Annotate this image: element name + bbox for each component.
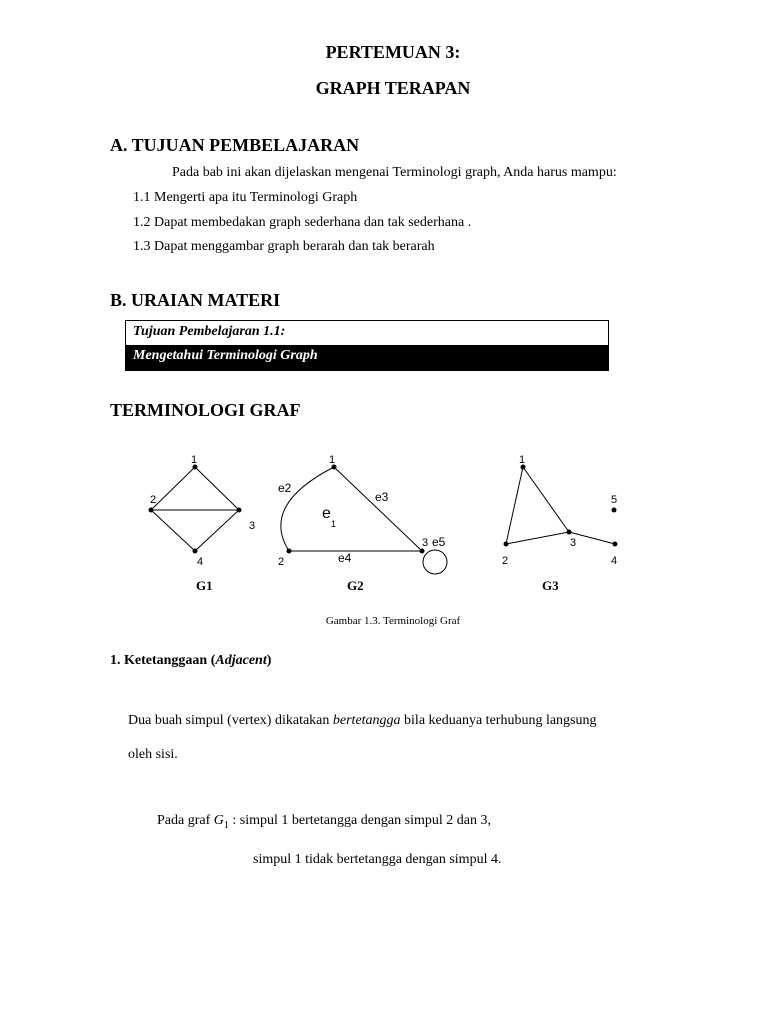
example-graph: G [213,813,224,828]
example-prefix: Pada graf [157,813,214,828]
g3-label-1: 1 [519,454,526,466]
g2-edge-e-sub: 1 [331,519,337,529]
objective-item-2: 1.2 Dapat membedakan graph sederhana dan tak sederhana . [133,215,472,230]
objective-item-3: 1.3 Dapat menggambar graph berarah dan tak berarah [133,239,435,254]
g3-node-3 [567,530,572,535]
example-line1 [157,813,491,831]
g2-edge-e5: e5 [432,535,446,549]
graph-label-g2: G2 [347,578,364,593]
g1-node-2 [149,508,154,513]
subsection-1-heading-prefix: 1. Ketetanggaan ( [110,653,216,668]
g2-edge-e2: e2 [278,481,292,495]
g3-label-5: 5 [611,494,618,506]
g2-label-3: 3 [422,537,429,549]
terminologi-heading: TERMINOLOGI GRAF [110,400,301,420]
g3-label-3: 3 [570,537,577,549]
g2-label-1: 1 [329,454,336,466]
g3-label-2: 2 [502,555,509,567]
g2-node-3 [420,549,425,554]
g2-edge-e4: e4 [338,551,352,565]
example-graph-sub: 1 [223,819,229,831]
g3-node-4 [613,542,618,547]
graph-g1 [151,467,239,551]
example-line2: simpul 1 tidak bertetangga dengan simpul 4. [253,852,502,867]
definition-part2: bila keduanya terhubung langsung [400,713,597,728]
g1-label-1: 1 [191,454,198,466]
g2-node-2 [287,549,292,554]
graph-g2 [281,467,447,574]
g3-label-4: 4 [611,555,618,567]
graph-figure [140,445,640,580]
g2-edge-e3: e3 [375,490,389,504]
objective-item-1: 1.1 Mengerti apa itu Terminologi Graph [133,190,358,205]
g2-edge-e: e [322,505,331,522]
g3-node-2 [504,542,509,547]
g2-label-2: 2 [278,556,285,568]
g1-label-4: 4 [197,556,204,568]
page-title-line2: GRAPH TERAPAN [315,78,471,98]
g1-node-4 [193,549,198,554]
graph-label-g3: G3 [542,578,559,593]
objective-box-subtitle: Mengetahui Terminologi Graph [126,345,608,370]
section-a-intro: Pada bab ini akan dijelaskan mengenai Terminologi graph, Anda harus mampu: [172,165,617,180]
g1-node-3 [237,508,242,513]
objective-box-title: Tujuan Pembelajaran 1.1: [133,324,286,339]
subsection-1-heading [110,653,271,669]
example-rest: : simpul 1 bertetangga dengan simpul 2 dan 3, [228,813,491,828]
g3-node-5 [612,508,617,513]
section-a-heading: A. TUJUAN PEMBELAJARAN [110,135,360,155]
section-b-heading: B. URAIAN MATERI [110,290,281,310]
page-title-line1: PERTEMUAN 3: [325,42,461,62]
figure-caption: Gambar 1.3. Terminologi Graf [325,615,461,627]
definition-italic: bertetangga [332,713,401,728]
graph-label-g1: G1 [196,578,213,593]
definition-part1: Dua buah simpul (vertex) dikatakan [128,713,333,728]
objective-box [125,320,609,371]
g1-label-3: 3 [249,520,256,532]
subsection-1-heading-suffix: ) [266,653,272,668]
g1-label-2: 2 [150,494,157,506]
subsection-1-heading-italic: Adjacent [215,653,267,668]
graph-g3 [506,467,618,544]
adjacent-definition-line2: oleh sisi. [128,747,178,762]
adjacent-definition-line1 [128,713,597,729]
